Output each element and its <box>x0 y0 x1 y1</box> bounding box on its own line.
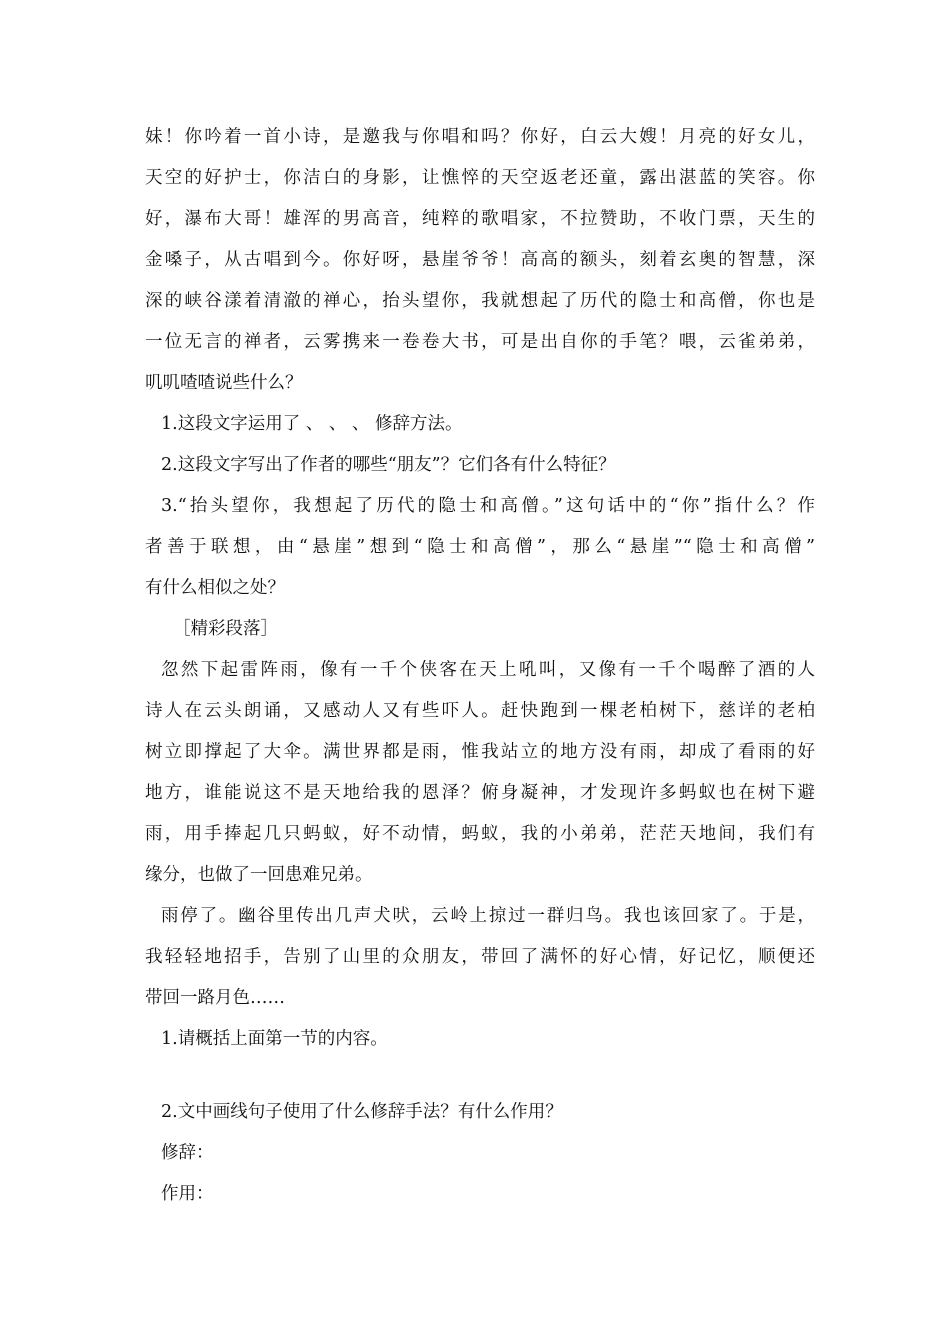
passage-1 <box>145 117 815 404</box>
question-2-1: 1.请概括上面第一节的内容。 <box>161 1029 388 1049</box>
rhetoric-label: 修辞： <box>161 1143 214 1163</box>
passage-2-line: 树立即撑起了大伞。满世界都是雨，惟我站立的地方没有雨，却成了看雨的好 <box>145 742 815 762</box>
questions-1 <box>145 404 815 609</box>
passage-1-line: 一位无言的禅者，云雾携来一卷卷大书，可是出自你的手笔？喂，云雀弟弟， <box>145 332 815 352</box>
passage-1-line: 妹！你吟着一首小诗，是邀我与你唱和吗？你好，白云大嫂！月亮的好女儿， <box>145 127 815 147</box>
passage-2-line: 地方，谁能说这不是天地给我的恩泽？俯身凝神，才发现许多蚂蚁也在树下避 <box>145 783 815 803</box>
passage-2-line: 雨停了。幽谷里传出几声犬吠，云岭上掠过一群归鸟。我也该回家了。于是， <box>161 906 815 926</box>
question-1-2: 2.这段文字写出了作者的哪些“朋友”？它们各有什么特征？ <box>161 455 616 475</box>
question-1-3-line: 有什么相似之处？ <box>145 578 285 598</box>
question-1-3-line: 者善于联想，由“悬崖”想到“隐士和高僧”，那么“悬崖”“隐士和高僧” <box>145 537 815 557</box>
questions-2 <box>145 1019 815 1215</box>
passage-2-line: 诗人在云头朗诵，又感动人又有些吓人。赶快跑到一棵老柏树下，慈详的老柏 <box>145 701 815 721</box>
answer-space <box>145 1060 815 1092</box>
passage-2-line: 忽然下起雷阵雨，像有一千个侠客在天上吼叫，又像有一千个喝醉了酒的人 <box>161 660 815 680</box>
passage-1-line: 金嗓子，从古唱到今。你好呀，悬崖爷爷！高高的额头，刻着玄奥的智慧，深 <box>145 250 815 270</box>
question-1-3-line: 3.“抬头望你，我想起了历代的隐士和高僧。”这句话中的“你”指什么？作 <box>161 496 815 516</box>
section-heading: ［精彩段落］ <box>173 619 278 639</box>
passage-2-line: 带回一路月色…… <box>145 988 285 1008</box>
passage-1-line: 叽叽喳喳说些什么？ <box>145 373 303 393</box>
passage-1-line: 好，瀑布大哥！雄浑的男高音，纯粹的歌唱家，不拉赞助，不收门票，天生的 <box>145 209 815 229</box>
passage-1-line: 深的峡谷漾着清澈的禅心，抬头望你，我就想起了历代的隐士和高僧，你也是 <box>145 291 815 311</box>
effect-label: 作用： <box>161 1184 214 1204</box>
passage-2-line: 缘分，也做了一回患难兄弟。 <box>145 865 373 885</box>
question-1-1: 1.这段文字运用了 、 、 、 修辞方法。 <box>161 414 463 434</box>
passage-2-line: 我轻轻地招手，告别了山里的众朋友，带回了满怀的好心情，好记忆，顺便还 <box>145 947 815 967</box>
passage-2 <box>145 650 815 1019</box>
question-2-2: 2.文中画线句子使用了什么修辞手法？有什么作用？ <box>161 1102 563 1122</box>
document-body <box>145 117 815 1215</box>
passage-2-line: 雨，用手捧起几只蚂蚁，好不动情，蚂蚁，我的小弟弟，茫茫天地间，我们有 <box>145 824 815 844</box>
passage-1-line: 天空的好护士，你洁白的身影，让憔悴的天空返老还童，露出湛蓝的笑容。你 <box>145 168 815 188</box>
